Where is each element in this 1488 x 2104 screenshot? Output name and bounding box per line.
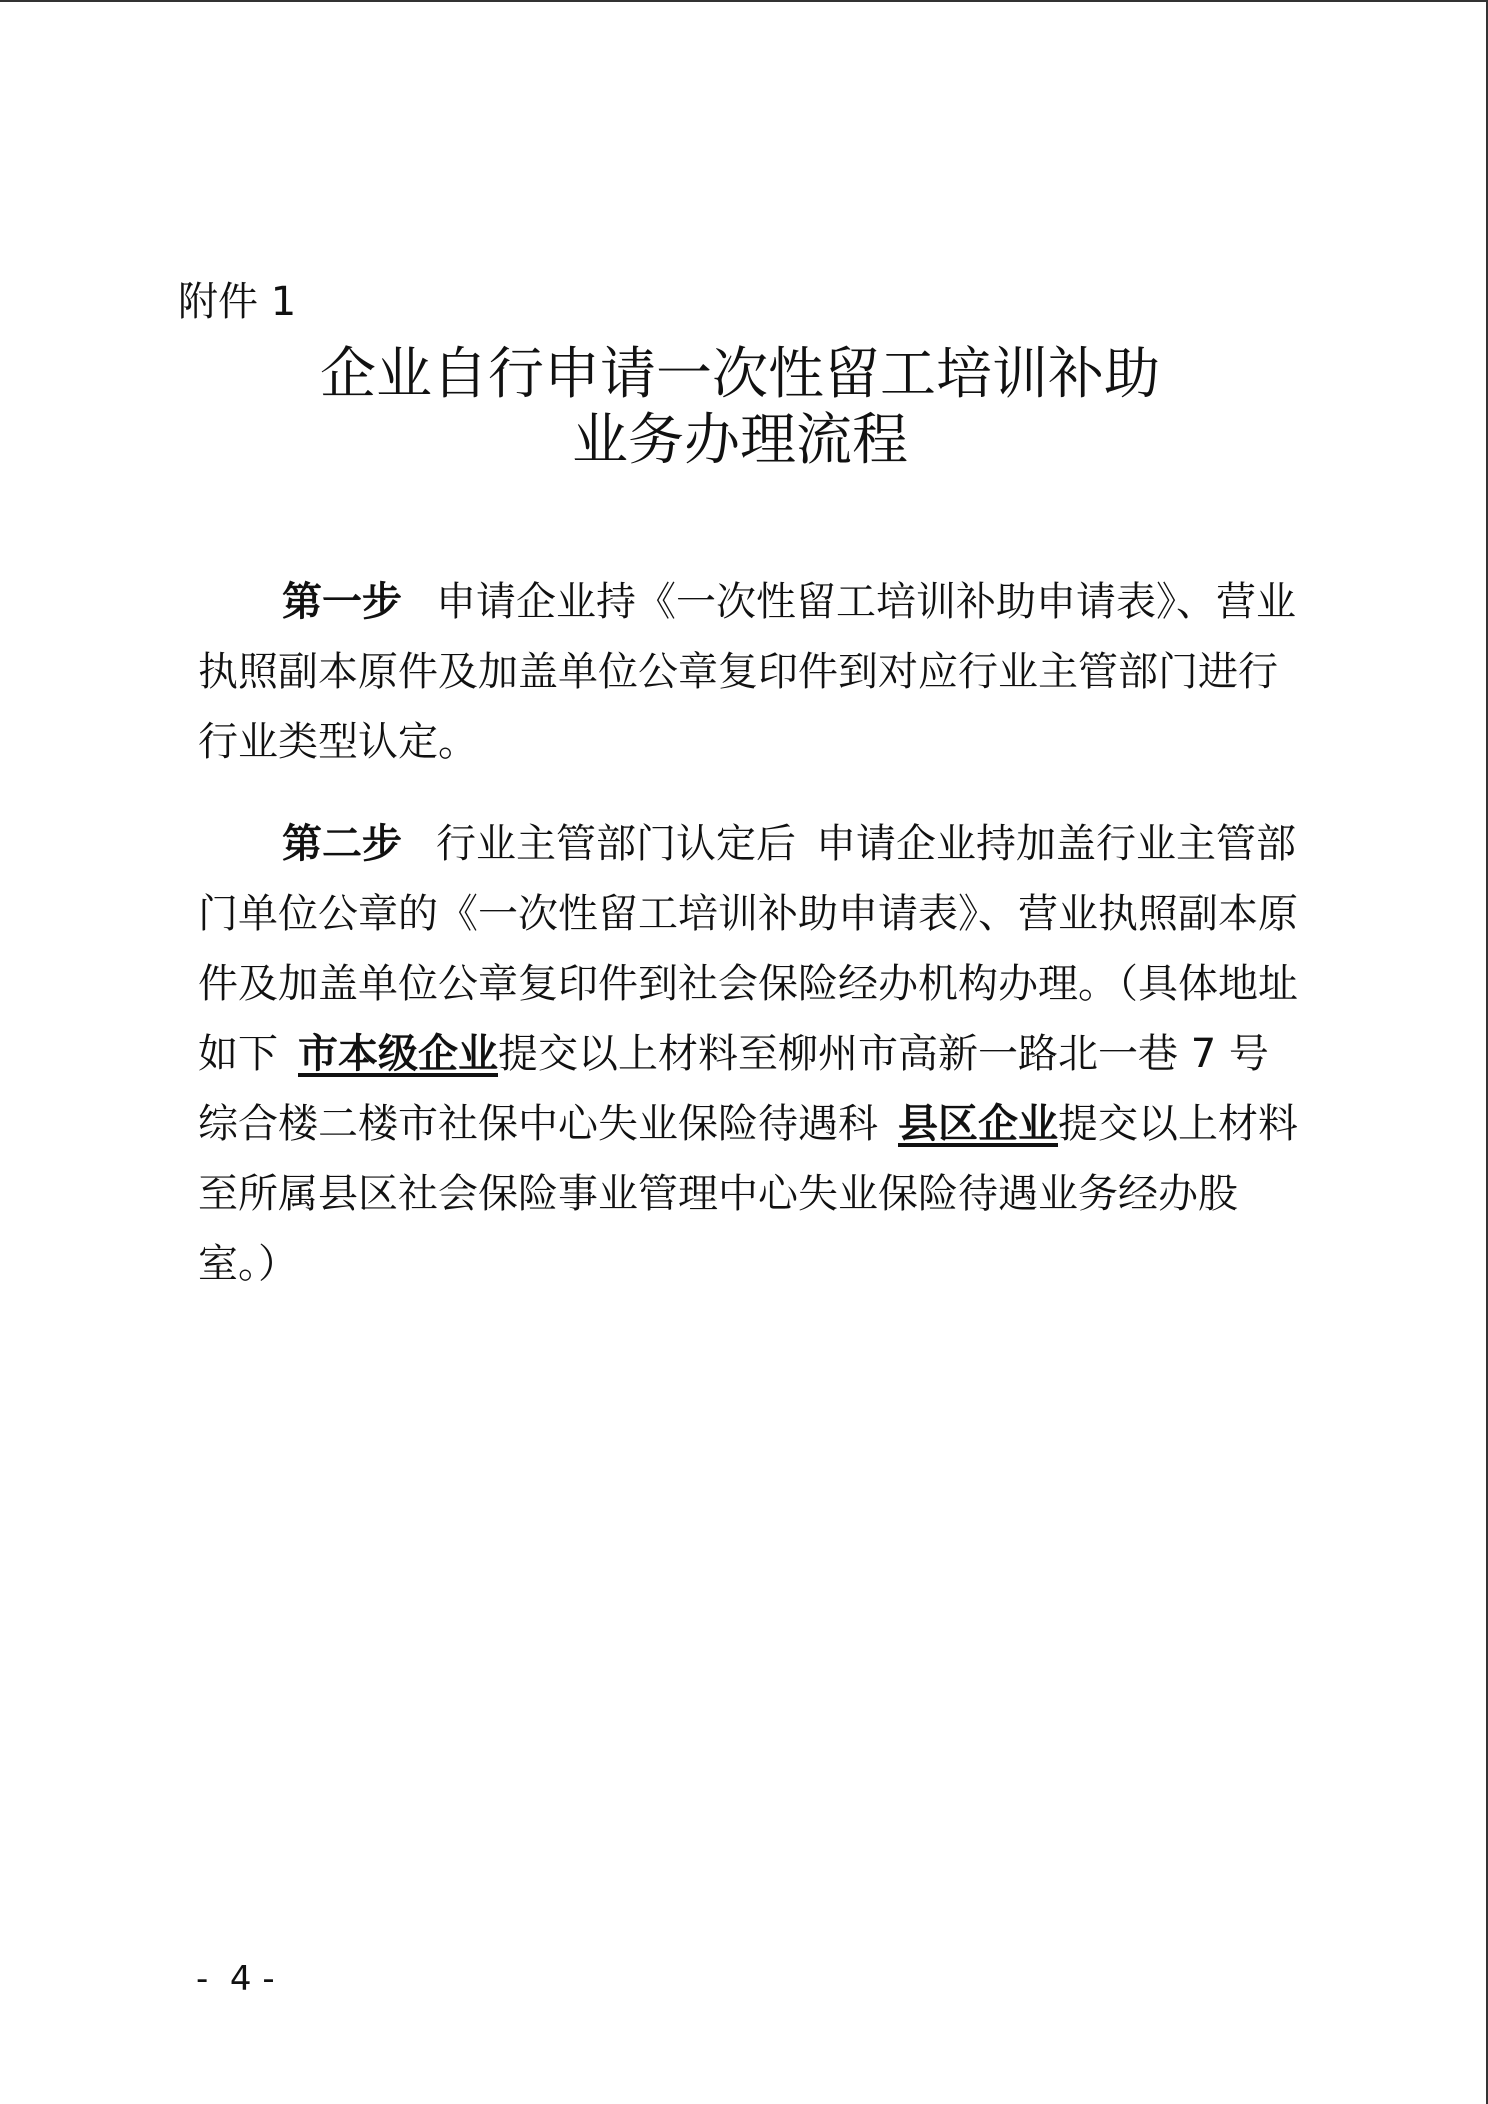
step-2-paragraph (198, 809, 1308, 1299)
step-1-text: 申请企业持《一次性留工培训补助申请表》、营业执照副本原件及加盖单位公章复印件到对应行业主管部门进行行业类型认定。 (198, 579, 1296, 765)
document-title (200, 342, 1280, 474)
county-enterprise-text: 提交以上材料至所属县区社会保险事业管理中心失业保险待遇业务经办股室。） (198, 1101, 1298, 1287)
city-enterprise-text: 提交以上材料至柳州市高新一路北一巷 7 号综合楼二楼市社保中心失业保险待遇科 (198, 1031, 1269, 1147)
title-line-2: 业务办理流程 (572, 408, 908, 473)
step-2-text-a: 行业主管部门认定后 (436, 821, 796, 867)
title-line-1: 企业自行申请一次性留工培训补助 (320, 342, 1160, 407)
page-number: - 4 - (196, 1959, 275, 1999)
step-2-text-b: 申请企业持加盖行业主管部门单位公章的《一次性留工培训补助申请表》、营业执照副本原件及加盖单位公章复印件到社会保险经办机构办理。（具体地址如下 (198, 821, 1298, 1077)
county-enterprise-label: 县区企业 (898, 1101, 1058, 1147)
attachment-label: 附件 1 (178, 279, 297, 325)
step-2-label: 第二步 (282, 821, 402, 867)
step-1-paragraph (198, 567, 1308, 777)
step-1-label: 第一步 (282, 579, 402, 625)
city-enterprise-label: 市本级企业 (298, 1031, 498, 1077)
